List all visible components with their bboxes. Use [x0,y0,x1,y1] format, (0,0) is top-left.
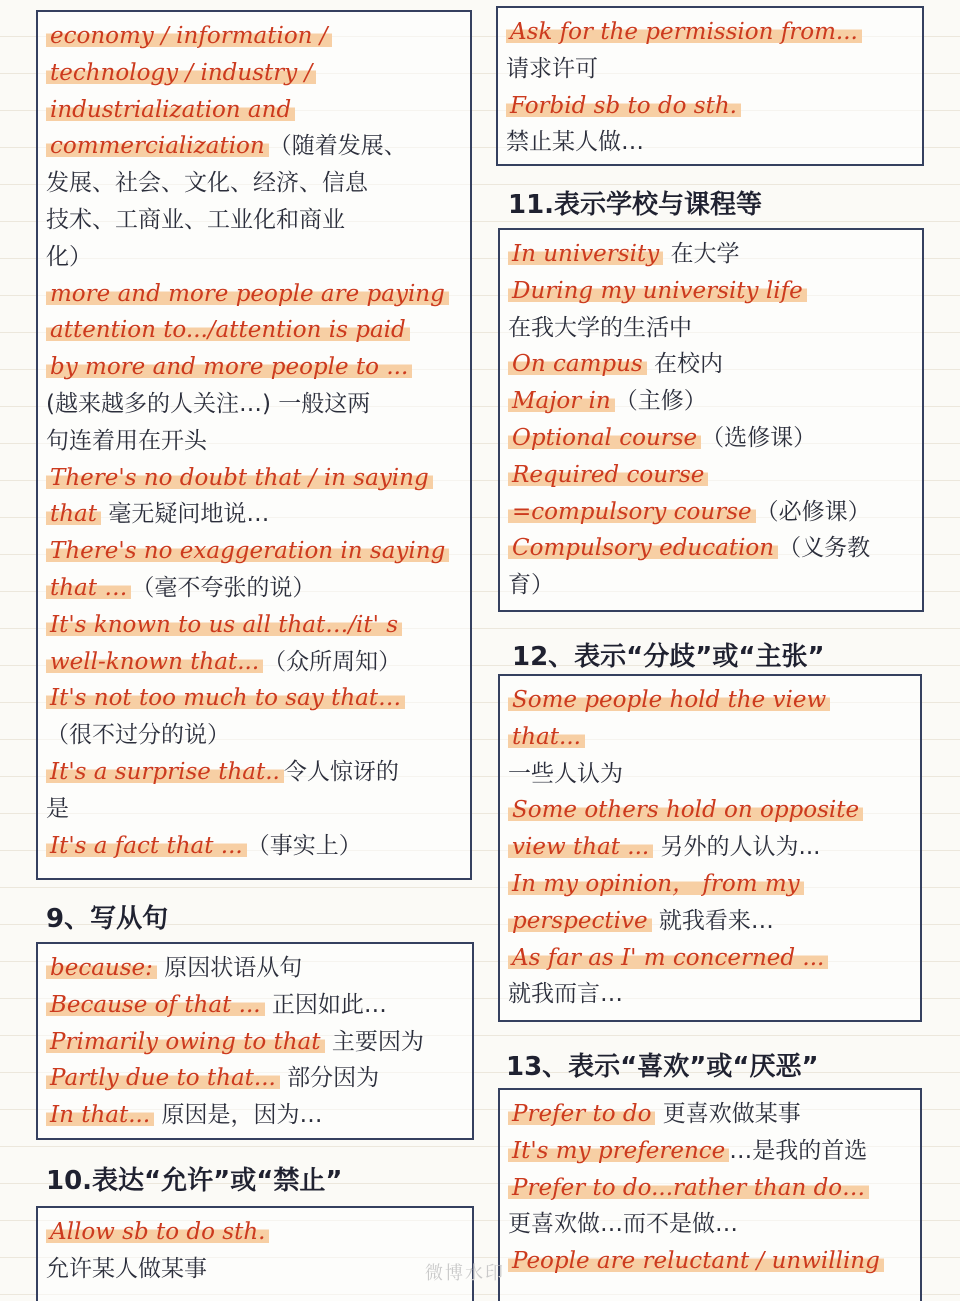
chinese-gloss: 化） [46,243,92,270]
phrase-line [46,1060,464,1097]
section-heading-12: 12、表示“分歧”或“主张” [512,642,825,672]
english-phrase: It's not too much to say that… [46,685,405,711]
english-phrase: industrialization and [46,97,295,123]
chinese-gloss: 在大学 [663,241,740,267]
phrase-line [508,273,914,310]
chinese-gloss: 就我看来… [651,907,774,934]
chinese-gloss: （毫不夸张的说） [131,574,316,601]
chinese-gloss: 正因如此… [264,991,387,1018]
chinese-gloss: 更喜欢做某事 [655,1101,801,1127]
chinese-gloss: 育） [508,572,554,599]
english-phrase: because: [46,955,157,981]
phrase-line [46,423,462,460]
english-phrase: It's known to us all that…/it' s [46,612,402,638]
phrase-line [46,202,462,239]
section-heading-9: 9、写从句 [46,904,169,934]
chinese-gloss: 句连着用在开头 [46,427,207,454]
phrase-line [508,420,914,457]
english-phrase: Optional course [508,425,701,451]
phrase-line [46,128,462,165]
section-heading-11: 11.表示学校与课程等 [508,190,763,220]
phrase-line [46,1251,464,1288]
english-phrase: Prefer to do...rather than do… [508,1175,869,1201]
phrase-line [46,312,462,349]
chinese-gloss: 主要因为 [324,1028,424,1055]
english-phrase: In that... [46,1102,154,1128]
chinese-gloss: 令人惊讶的 [283,758,399,785]
phrase-line [508,383,914,420]
phrase-line [508,976,912,1013]
phrase-line [46,386,462,423]
chinese-gloss: 技术、工商业、工业化和商业 [46,206,345,233]
phrase-box-permission-part2 [496,6,924,166]
phrase-line [508,457,914,494]
english-phrase: In university [508,241,663,267]
english-phrase: It's my preference [508,1138,729,1164]
phrase-line [508,829,912,866]
phrase-box-opinion [498,674,922,1022]
phrase-line [508,530,914,567]
english-phrase: Partly due to that... [46,1065,280,1091]
chinese-gloss: 在我大学的生活中 [508,314,692,341]
phrase-line [508,903,912,940]
english-phrase: Some others hold on opposite [508,797,863,823]
chinese-gloss: （主修） [614,388,707,415]
phrase-line [508,310,914,347]
phrase-line [508,719,912,756]
chinese-gloss: （随着发展、 [268,133,407,160]
phrase-line [46,754,462,791]
english-phrase: Major in [508,388,615,414]
phrase-line [506,14,914,51]
chinese-gloss: 更喜欢做…而不是做… [508,1211,738,1238]
chinese-gloss: …是我的首选 [729,1137,868,1164]
chinese-gloss: （事实上） [246,832,362,859]
phrase-line [508,567,914,604]
english-phrase: that [46,501,101,527]
phrase-box-general [36,10,472,880]
phrase-line [506,51,914,88]
english-phrase: Primarily owing to that [46,1029,325,1055]
phrase-line [508,1206,912,1243]
phrase-line [506,124,914,161]
phrase-line [508,494,914,531]
english-phrase: As far as I' m concerned ... [508,945,828,971]
english-phrase: In my opinion， from my [508,871,804,897]
english-phrase: =compulsory course [508,499,756,525]
chinese-gloss: 原因状语从句 [156,955,303,981]
phrase-line [46,496,462,533]
english-phrase: Prefer to do [508,1101,655,1127]
english-phrase: well-known that... [46,649,263,675]
chinese-gloss: 禁止某人做… [506,129,644,156]
english-phrase: perspective [508,908,652,934]
english-phrase: economy / information / [46,23,332,49]
chinese-gloss: (越来越多的人关注…) 一般这两 [46,390,371,417]
phrase-line [508,940,912,977]
phrase-line [46,165,462,202]
section-heading-10: 10.表达“允许”或“禁止” [46,1166,343,1196]
phrase-line [46,987,464,1024]
phrase-line [46,828,462,865]
phrase-line [508,756,912,793]
phrase-box-school [498,228,924,612]
chinese-gloss: 是 [46,795,69,822]
phrase-line [46,950,464,987]
english-phrase: During my university life [508,278,807,304]
phrase-line [46,276,462,313]
chinese-gloss: 发展、社会、文化、经济、信息 [46,170,368,197]
phrase-line [46,717,462,754]
chinese-gloss: （选修课） [701,424,817,451]
phrase-line [508,1133,912,1170]
english-phrase: On campus [508,351,647,377]
english-phrase: that … [46,575,131,601]
phrase-line [508,346,914,383]
english-phrase: that... [508,724,585,750]
english-phrase: Allow sb to do sth. [46,1219,269,1245]
english-phrase: There's no doubt that / in saying [46,465,433,491]
phrase-line [46,460,462,497]
english-phrase: Ask for the permission from... [506,19,862,45]
phrase-line [46,1024,464,1061]
phrase-line [508,792,912,829]
phrase-line [46,570,462,607]
english-phrase: It's a fact that ... [46,833,247,859]
phrase-line [508,1096,912,1133]
phrase-line [46,533,462,570]
phrase-box-clauses [36,942,474,1140]
english-phrase: Because of that ... [46,992,265,1018]
english-phrase: People are reluctant / unwilling [508,1248,884,1274]
chinese-gloss: 毫无疑问地说… [101,501,270,528]
phrase-line [46,1214,464,1251]
chinese-gloss: 请求许可 [506,55,598,82]
phrase-line [46,607,462,644]
chinese-gloss: 在校内 [646,351,724,378]
phrase-line [506,88,914,125]
english-phrase: commercialization [46,133,269,159]
chinese-gloss: 就我而言… [508,981,623,1008]
english-phrase: by more and more people to ... [46,354,412,380]
chinese-gloss: 一些人认为 [508,760,623,787]
phrase-line [508,236,914,273]
phrase-box-permission-part1 [36,1206,474,1301]
chinese-gloss: （义务教 [778,535,871,562]
english-phrase: Some people hold the view [508,687,830,713]
english-phrase: technology / industry / [46,60,316,86]
english-phrase: It's a surprise that.. [46,759,284,785]
english-phrase: Compulsory education [508,535,778,561]
english-phrase: Required course [508,462,708,488]
watermark-text: 微博水印 [425,1263,505,1284]
phrase-line [46,1097,464,1134]
chinese-gloss: 另外的人认为... [653,834,821,861]
phrase-line [46,791,462,828]
phrase-line [508,866,912,903]
english-phrase: attention to.../attention is paid [46,317,410,343]
chinese-gloss: （很不过分的说） [46,722,230,749]
phrase-line [508,1170,912,1207]
phrase-line [46,644,462,681]
section-heading-13: 13、表示“喜欢”或“厌恶” [506,1052,819,1082]
phrase-line [508,682,912,719]
chinese-gloss: 原因是，因为… [154,1102,323,1129]
phrase-line [46,680,462,717]
chinese-gloss: （必修课） [755,498,871,525]
chinese-gloss: 部分因为 [279,1065,380,1092]
phrase-line [46,92,462,129]
english-phrase: Forbid sb to do sth. [506,93,741,119]
chinese-gloss: （众所周知） [263,648,402,675]
english-phrase: view that ... [508,834,653,860]
english-phrase: more and more people are paying [46,281,449,307]
phrase-line [46,55,462,92]
phrase-line [46,18,462,55]
phrase-line [46,349,462,386]
english-phrase: There's no exaggeration in saying [46,538,449,564]
chinese-gloss: 允许某人做某事 [46,1255,207,1282]
phrase-line [46,239,462,276]
